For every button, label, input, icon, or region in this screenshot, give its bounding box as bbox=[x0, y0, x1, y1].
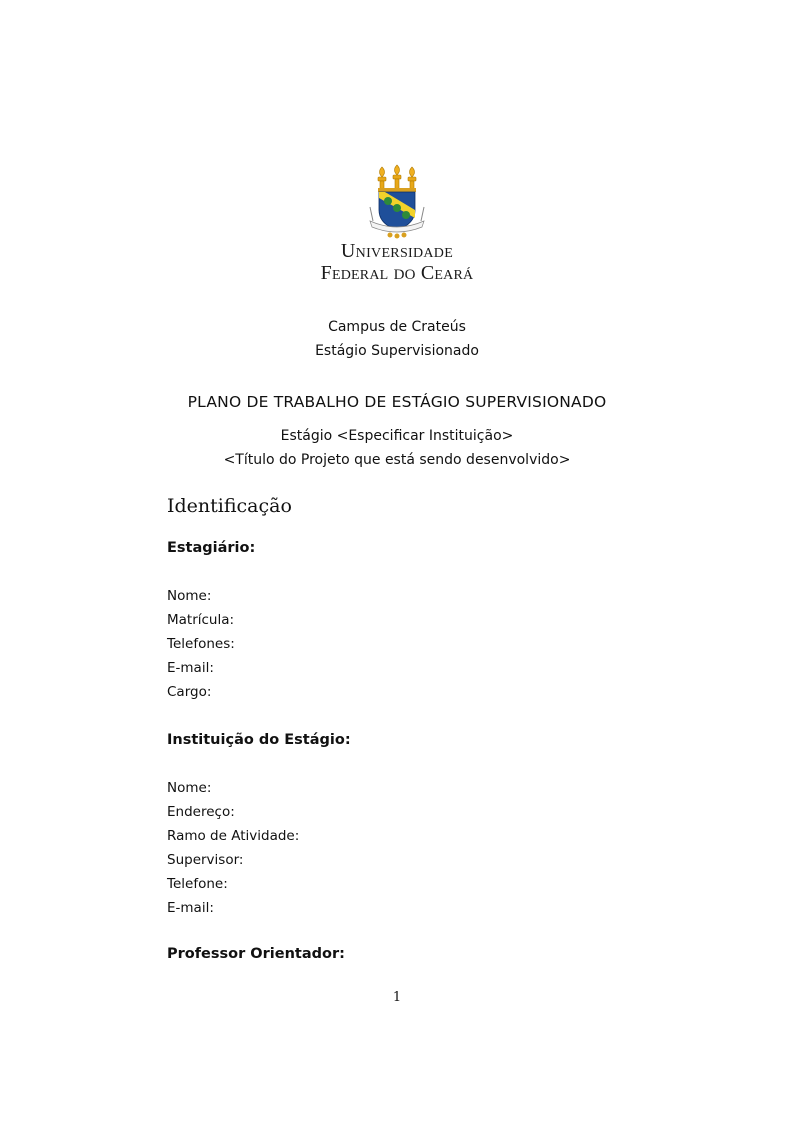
subsection-heading-intern: Estagiário: bbox=[167, 540, 256, 556]
intern-field-registration: Matrícula: bbox=[167, 612, 235, 628]
document-title: PLANO DE TRABALHO DE ESTÁGIO SUPERVISIONADO bbox=[187, 393, 607, 411]
institution-field-phone: Telefone: bbox=[167, 876, 228, 892]
institution-field-supervisor: Supervisor: bbox=[167, 852, 244, 868]
institution-field-email: E-mail: bbox=[167, 900, 214, 916]
university-wordmark bbox=[300, 240, 494, 286]
intern-field-phones: Telefones: bbox=[167, 636, 235, 652]
section-heading-identification: Identificação bbox=[167, 495, 292, 517]
ufc-logo-icon bbox=[366, 163, 428, 241]
subsection-heading-institution: Instituição do Estágio: bbox=[167, 732, 351, 748]
institution-field-name: Nome: bbox=[167, 780, 212, 796]
wordmark-do: DO bbox=[393, 267, 416, 283]
institution-field-address: Endereço: bbox=[167, 804, 235, 820]
campus-name: Campus de Crateús bbox=[328, 319, 466, 335]
program-name: Estágio Supervisionado bbox=[315, 343, 479, 359]
wordmark-line1: Universidade bbox=[340, 240, 454, 262]
intern-field-name: Nome: bbox=[167, 588, 212, 604]
institution-field-activity: Ramo de Atividade: bbox=[167, 828, 300, 844]
intern-field-role: Cargo: bbox=[167, 684, 212, 700]
intern-field-email: E-mail: bbox=[167, 660, 214, 676]
wordmark-federal: Federal bbox=[320, 262, 389, 284]
document-subtitle-institution: Estágio <Especificar Instituição> bbox=[280, 428, 514, 444]
wordmark-ceara: Ceará bbox=[420, 262, 474, 284]
document-subtitle-project: <Título do Projeto que está sendo desenvolvido> bbox=[223, 452, 571, 468]
page-number: 1 bbox=[392, 990, 402, 1005]
subsection-heading-advisor: Professor Orientador: bbox=[167, 946, 345, 962]
